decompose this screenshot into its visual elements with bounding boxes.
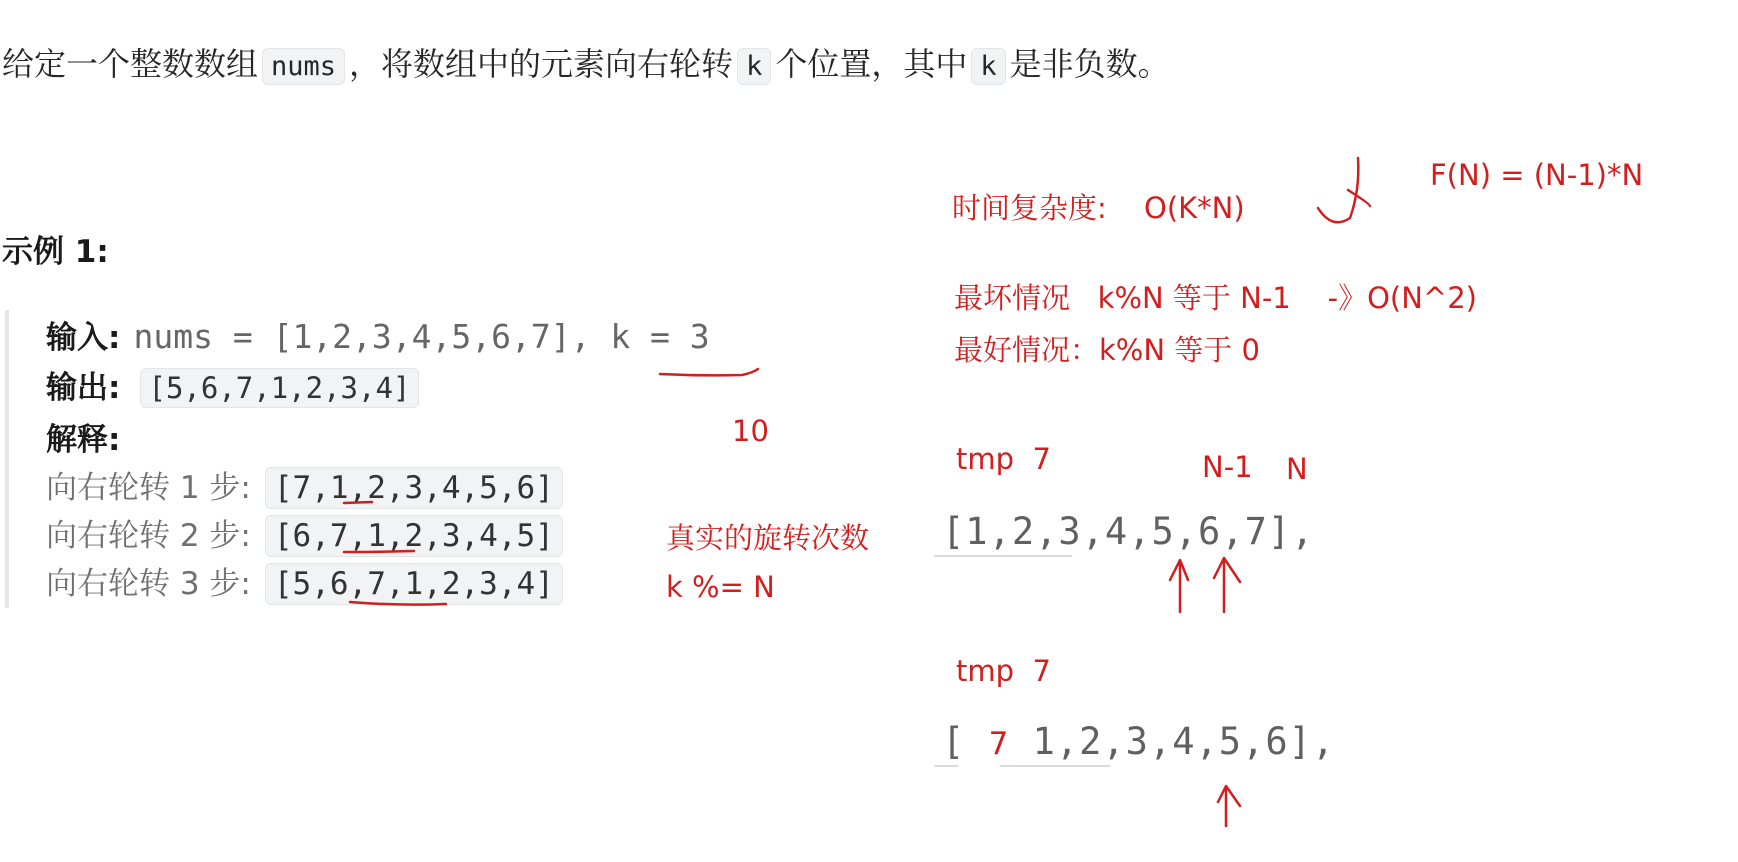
code-nums: nums	[262, 48, 345, 85]
example-quote-bar	[5, 310, 9, 608]
arrow-up-icon	[1218, 786, 1240, 826]
step-label: 向右轮转 1 步:	[46, 470, 251, 506]
note-n: N	[1286, 452, 1308, 486]
arrow-up-icon	[1170, 560, 1188, 612]
step-value: [6,7,1,2,3,4,5]	[265, 515, 563, 557]
code-k: k	[971, 48, 1005, 85]
array-rest: 1,2,3,4,5,6],	[1032, 720, 1336, 763]
array-after-rotation	[942, 720, 1335, 763]
code-k: k	[737, 48, 771, 85]
underline-stroke	[660, 369, 758, 375]
check-stroke	[1318, 158, 1370, 222]
note-tmp: tmp 7	[956, 654, 1051, 688]
example-title: 示例 1:	[2, 234, 109, 270]
step-label: 向右轮转 3 步:	[46, 566, 251, 602]
statement-text-3: 个位置，其中	[775, 45, 968, 83]
arrow-up-icon	[1214, 558, 1240, 612]
statement-text-4: 是非负数。	[1009, 45, 1170, 83]
output-label: 输出:	[46, 370, 121, 406]
note-time-complexity-value: O(K*N)	[1144, 191, 1245, 225]
example-input-line	[46, 312, 710, 357]
output-value: [5,6,7,1,2,3,4]	[140, 368, 420, 408]
note-time-complexity	[952, 186, 1245, 227]
note-k-mod: k %= N	[666, 570, 775, 604]
step-value: [7,1,2,3,4,5,6]	[265, 467, 563, 509]
note-n-minus-1: N-1	[1202, 450, 1253, 484]
array-open-bracket: [	[942, 720, 966, 763]
statement-text-1: 给定一个整数数组	[2, 45, 259, 83]
explain-label: 解释:	[46, 422, 121, 458]
note-worst-case: 最坏情况 k%N 等于 N-1 -》O(N^2)	[954, 281, 1477, 315]
note-tmp: tmp 7	[956, 442, 1051, 476]
statement-text-2: ，将数组中的元素向右轮转	[349, 45, 734, 83]
step-label: 向右轮转 2 步:	[46, 518, 251, 554]
input-value: nums = [1,2,3,4,5,6,7], k = 3	[133, 317, 710, 356]
note-ten: 10	[732, 414, 769, 448]
rotate-step	[46, 462, 563, 507]
rotate-step	[46, 510, 563, 555]
problem-statement	[2, 38, 1170, 93]
note-best-case: 最好情况：k%N 等于 0	[954, 333, 1260, 367]
step-value: [5,6,7,1,2,3,4]	[265, 563, 563, 605]
rotate-step	[46, 558, 563, 603]
input-label: 输入:	[46, 320, 121, 356]
note-time-complexity-label: 时间复杂度:	[952, 191, 1107, 225]
note-real-rotations: 真实的旋转次数	[666, 521, 870, 555]
array-before-rotation: [1,2,3,4,5,6,7],	[942, 510, 1315, 553]
example-output-line	[46, 362, 419, 407]
note-seven: 7	[988, 726, 1010, 762]
note-formula: F(N) = (N-1)*N	[1430, 158, 1644, 192]
